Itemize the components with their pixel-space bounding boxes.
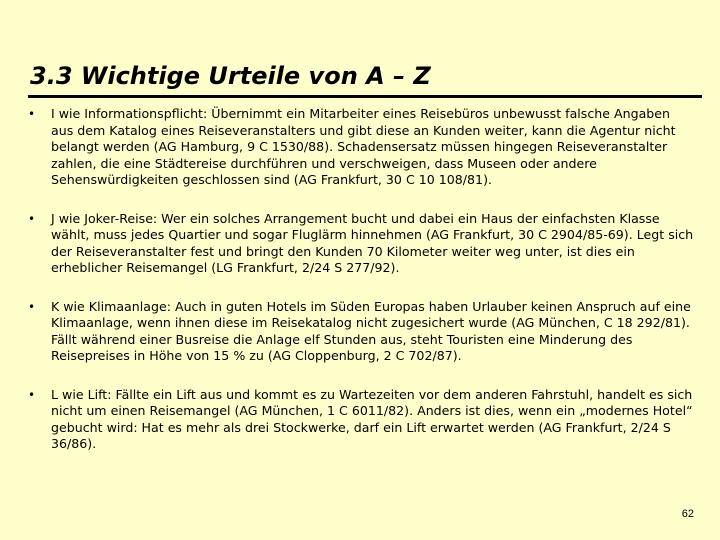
bullet-text: J wie Joker-Reise: Wer ein solches Arrangement bucht und dabei ein Haus der einfachsten Klasse wählt, muss jedes Quartier und sogar Fluglärm hinnehmen (AG Frankfurt, 30 C 2904/85-69). Legt sich der Reiseveranstalter fest und bringt den Kunden 70 Kilometer weiter weg unter, ist dies ein erheblicher Reisemangel (LG Frankfurt, 2/24 S 277/92). xyxy=(51,210,694,275)
bullet-text: K wie Klimaanlage: Auch in guten Hotels im Süden Europas haben Urlauber keinen Anspruch auf eine Klimaanlage, wenn ihnen diese im Reisekatalog nicht zugesichert wurde (AG München, C 18 292/81). Fällt während einer Busreise die Anlage elf Stunden aus, steht Touristen eine Minderung des Reisepreises in Höhe von 15 % zu (AG Cloppenburg, 2 C 702/87). xyxy=(51,298,691,363)
bullet-text: I wie Informationspflicht: Übernimmt ein Mitarbeiter eines Reisebüros unbewusst falsche Angaben aus dem Katalog eines Reiseveranstalters und gibt diese an Kunden weiter, kann die Agentur nicht belangt werden (AG Hamburg, 9 C 1530/88). Schadensersatz müssen hingegen Reiseveranstalter zahlen, die eine Städtereise durchführen und verschweigen, dass Museen oder andere Sehenswürdigkeiten geschlossen sind (AG Frankfurt, 30 C 10 108/81). xyxy=(51,106,676,187)
bullet-list xyxy=(28,106,694,453)
bullet-text: L wie Lift: Fällte ein Lift aus und kommt es zu Wartezeiten vor dem anderen Fahrstuhl, handelt es sich nicht um einen Reisemangel (AG München, 1 C 6011/82). Anders ist dies, wenn ein „modernes Hotel“ gebucht wird: Hat es mehr als drei Stockwerke, darf ein Lift erwartet werden (AG Frankfurt, 2/24 S 36/86). xyxy=(51,386,693,451)
bullet-item-klimaanlage xyxy=(28,299,694,365)
bullet-icon: • xyxy=(28,211,36,226)
title-underline xyxy=(28,95,702,98)
bullet-icon: • xyxy=(28,387,36,402)
bullet-item-informationspflicht xyxy=(28,106,694,189)
slide-title: 3.3 Wichtige Urteile von A – Z xyxy=(30,62,431,90)
bullet-item-joker-reise xyxy=(28,211,694,277)
bullet-icon: • xyxy=(28,299,36,314)
bullet-item-lift xyxy=(28,387,694,453)
page-number: 62 xyxy=(681,508,694,520)
bullet-icon: • xyxy=(28,107,36,121)
